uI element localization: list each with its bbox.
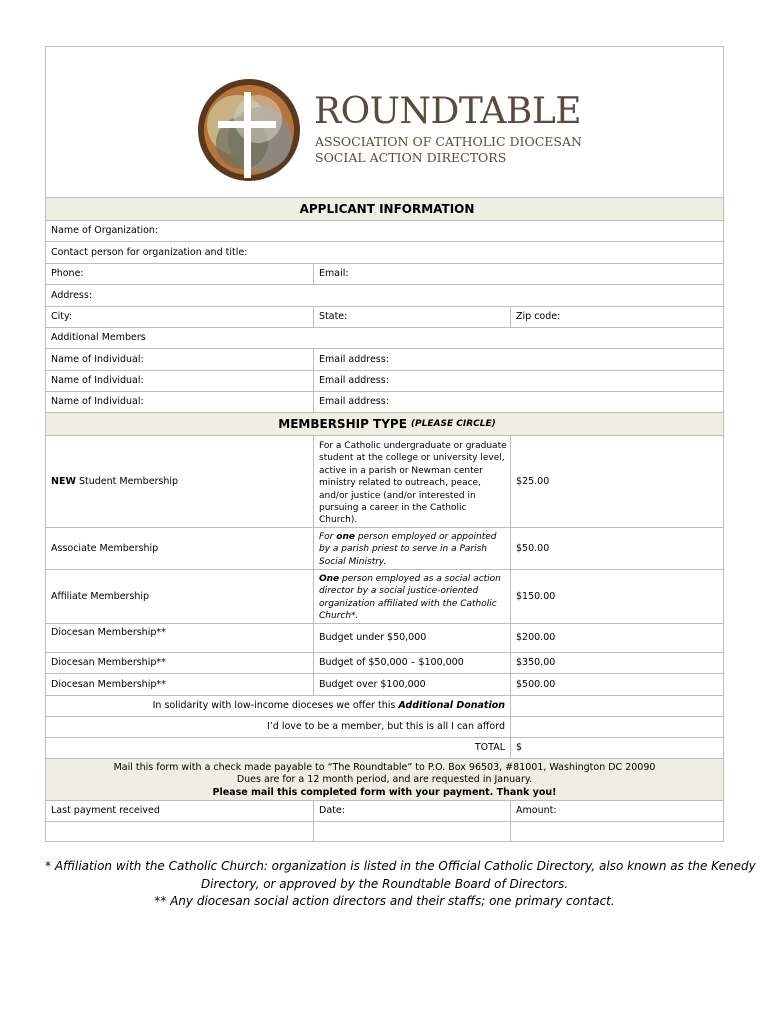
- afford-row: [46, 716, 723, 737]
- organization-label: Name of Organization:: [51, 225, 159, 236]
- diocesan-membership-row[interactable]: [46, 652, 723, 673]
- roundtable-logo: [46, 47, 723, 197]
- city-field[interactable]: City:: [51, 311, 73, 322]
- diocesan-price: $500.00: [516, 678, 556, 690]
- donation-text: In solidarity with low-income dioceses we offer this: [152, 700, 396, 711]
- member-row: [46, 391, 723, 412]
- address-row[interactable]: [46, 284, 723, 306]
- payment-date-field[interactable]: Date:: [319, 805, 345, 816]
- footnotes: [45, 858, 756, 911]
- donation-bold: Additional Donation: [398, 700, 505, 711]
- diocesan-budget: Budget over $100,000: [319, 678, 426, 690]
- student-membership-row[interactable]: [46, 435, 723, 527]
- member-email-field[interactable]: Email address:: [319, 375, 389, 386]
- affiliate-membership-row[interactable]: [46, 569, 723, 623]
- phone-email-row: [46, 263, 723, 284]
- diocesan-budget: Budget under $50,000: [319, 632, 427, 643]
- email-field[interactable]: Email:: [319, 268, 349, 279]
- mail-line-1: Mail this form with a check made payable to “The Roundtable” to P.O. Box 96503, #81001, Washington DC 20090: [113, 762, 656, 773]
- last-payment-label: Last payment received: [51, 805, 160, 816]
- payment-row: [46, 800, 723, 821]
- phone-field[interactable]: Phone:: [51, 268, 84, 279]
- student-description: For a Catholic undergraduate or graduate student at the college or university level, active in a parish or Newman center ministry related to outreach, peace, and/or justice (and/or interested in pursuing a career in the Catholic Church).: [319, 441, 507, 526]
- member-name-field[interactable]: Name of Individual:: [51, 353, 144, 365]
- diocesan-price: $200.00: [516, 632, 556, 643]
- diocesan-budget: Budget of $50,000 – $100,000: [319, 657, 464, 668]
- contact-row[interactable]: [46, 241, 723, 263]
- mail-line-3: Please mail this completed form with your payment. Thank you!: [212, 786, 557, 798]
- affiliate-description: [314, 570, 511, 623]
- payment-entry-row: [46, 821, 723, 842]
- donation-label: [46, 696, 511, 716]
- student-new-badge: NEW: [51, 475, 76, 487]
- afford-amount-field[interactable]: [511, 717, 723, 737]
- diocesan-label: Diocesan Membership**: [51, 678, 166, 690]
- payment-amount-field[interactable]: Amount:: [516, 805, 557, 816]
- mail-instructions: [46, 758, 723, 800]
- student-membership-label: [46, 436, 314, 527]
- city-state-zip-row: [46, 306, 723, 327]
- member-name-field[interactable]: Name of Individual:: [51, 396, 144, 407]
- contact-label: Contact person for organization and title:: [51, 246, 248, 258]
- member-row: [46, 370, 723, 391]
- associate-membership-row[interactable]: [46, 527, 723, 569]
- affiliate-membership-label: Affiliate Membership: [51, 590, 150, 602]
- membership-form: [45, 46, 724, 842]
- state-field[interactable]: State:: [319, 311, 348, 322]
- member-email-field[interactable]: Email address:: [319, 396, 389, 407]
- additional-members-row: [46, 327, 723, 348]
- afford-label: I’d love to be a member, but this is all I can afford: [266, 721, 505, 732]
- member-email-field[interactable]: Email address:: [319, 353, 389, 365]
- diocesan-price: $350.00: [516, 657, 556, 668]
- applicant-header: [46, 197, 723, 220]
- address-label: Address:: [51, 289, 93, 301]
- diocesan-label: Diocesan Membership**: [51, 627, 166, 638]
- total-amount-field[interactable]: $: [516, 742, 523, 753]
- diocesan-label: Diocesan Membership**: [51, 657, 166, 668]
- donation-row: [46, 695, 723, 716]
- zip-field[interactable]: Zip code:: [516, 311, 561, 322]
- total-row: [46, 737, 723, 758]
- logo-subtitle-2: SOCIAL ACTION DIRECTORS: [315, 150, 507, 165]
- footnote-line-1: * Affiliation with the Catholic Church: organization is listed in the Official Catholic Directory, also known as the Kenedy: [45, 859, 756, 873]
- footnote-line-3: ** Any diocesan social action directors and their staffs; one primary contact.: [154, 894, 615, 908]
- associate-price: $50.00: [516, 542, 550, 554]
- membership-header: [46, 412, 723, 435]
- membership-heading-text: MEMBERSHIP TYPE: [278, 417, 407, 431]
- associate-desc-pre: For: [319, 532, 334, 542]
- affiliate-price: $150.00: [516, 590, 556, 602]
- logo-name: ROUNDTABLE: [314, 91, 582, 132]
- affiliate-desc-bold: One: [319, 574, 340, 584]
- payment-entry-amount[interactable]: [511, 822, 723, 842]
- student-price: $25.00: [516, 475, 550, 487]
- member-name-field[interactable]: Name of Individual:: [51, 375, 144, 386]
- diocesan-membership-row[interactable]: [46, 673, 723, 695]
- additional-members-label: Additional Members: [51, 332, 146, 343]
- applicant-heading: APPLICANT INFORMATION: [299, 202, 475, 216]
- student-label-text: Student Membership: [78, 475, 179, 487]
- associate-membership-label: Associate Membership: [51, 542, 159, 554]
- footnote-line-2: Directory, or approved by the Roundtable Board of Directors.: [200, 876, 569, 891]
- payment-entry-cell[interactable]: [46, 822, 314, 842]
- diocesan-membership-row[interactable]: [46, 623, 723, 652]
- organization-row[interactable]: [46, 220, 723, 241]
- membership-heading-note: (PLEASE CIRCLE): [410, 419, 496, 429]
- member-row: [46, 348, 723, 370]
- mail-line-2: Dues are for a 12 month period, and are requested in January.: [236, 774, 533, 786]
- associate-desc-bold: one: [336, 532, 355, 542]
- payment-entry-date[interactable]: [314, 822, 511, 842]
- membership-heading: [46, 413, 723, 435]
- associate-description: [314, 528, 511, 569]
- total-label: TOTAL: [474, 742, 505, 753]
- logo-subtitle-1: ASSOCIATION OF CATHOLIC DIOCESAN: [315, 134, 582, 149]
- affiliate-desc-post: person employed as a social action director by a social justice-oriented organization affiliated with the Catholic Church*.: [319, 574, 501, 622]
- donation-amount-field[interactable]: [511, 696, 723, 716]
- associate-desc-post: person employed or appointed by a parish priest to serve in a Parish Social Ministry.: [319, 532, 497, 567]
